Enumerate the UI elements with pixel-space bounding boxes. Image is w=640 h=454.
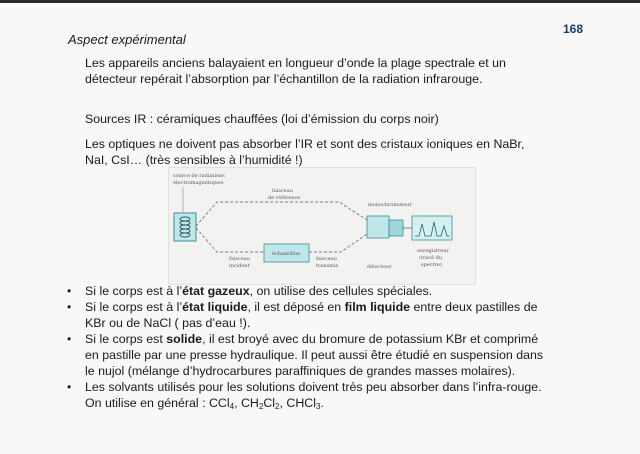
incident-beam — [196, 228, 264, 252]
incident-label-2: incident — [229, 263, 250, 269]
detector-box — [389, 220, 403, 236]
paragraph-sources: Sources IR : céramiques chauffées (loi d’émission du corps noir) — [85, 112, 439, 126]
detector-label: détecteur — [367, 264, 392, 270]
paragraph-optics: Les optiques ne doivent pas absorber l’IR et sont des cristaux ioniques en NaBr, NaI, CsI… (très sensibles à l’humidité !) — [85, 137, 525, 167]
reference-beam — [196, 202, 367, 226]
transmitted-beam — [309, 234, 367, 252]
source-label-1: source de radiations — [173, 173, 225, 179]
ref-beam-label-1: faisceau — [272, 188, 293, 194]
list-item-liquid: • Si le corps est à l’état liquide, il est déposé en film liquide entre deux pastilles de KBr ou de NaCl ( pas d’eau !). — [65, 299, 555, 331]
transmitted-label-2: transmis — [316, 263, 339, 269]
recorder-label-2: (tracé du — [419, 255, 443, 261]
ir-spectrometer-diagram — [168, 167, 476, 285]
monochromator-box — [367, 216, 389, 238]
monochromator-label: monochromateur — [368, 202, 412, 208]
incident-label-1: faisceau — [229, 256, 250, 262]
top-border — [0, 0, 640, 3]
paragraph-instruments: Les appareils anciens balayaient en longueur d’onde la plage spectrale et un détecteur repérait l’absorption par l’échantillon de la radiation infrarouge. — [85, 56, 506, 86]
list-item-gas: • Si le corps est à l’état gazeux, on utilise des cellules spéciales. — [65, 283, 555, 299]
list-item-solvents: • Les solvants utilisés pour les solutions doivent très peu absorber dans l’infra-rouge. On utilise en général : CCl$_4$, $CH_2Cl_2$, CHCl$_3$. — [65, 379, 555, 411]
list-item-solid: • Si le corps est solide, il est broyé avec du bromure de potassium KBr et comprimé en pastille par une presse hydraulique. Il peut aussi être étudié en suspension dans le nujol (mélange d’hydrocarbures paraffiniques de grandes masses molaires). — [65, 331, 555, 379]
sample-label: échantillon — [272, 251, 301, 257]
recorder-label-3: spectre) — [421, 262, 442, 268]
sample-prep-list — [65, 283, 555, 411]
recorder-label-1: enregistreur — [417, 248, 449, 254]
section-title: Aspect expérimental — [68, 32, 186, 47]
page-number: 168 — [563, 22, 584, 36]
ref-beam-label-2: de référence — [268, 195, 301, 201]
transmitted-label-1: faisceau — [316, 256, 337, 262]
source-label-2: électromagnétiques — [173, 180, 224, 186]
